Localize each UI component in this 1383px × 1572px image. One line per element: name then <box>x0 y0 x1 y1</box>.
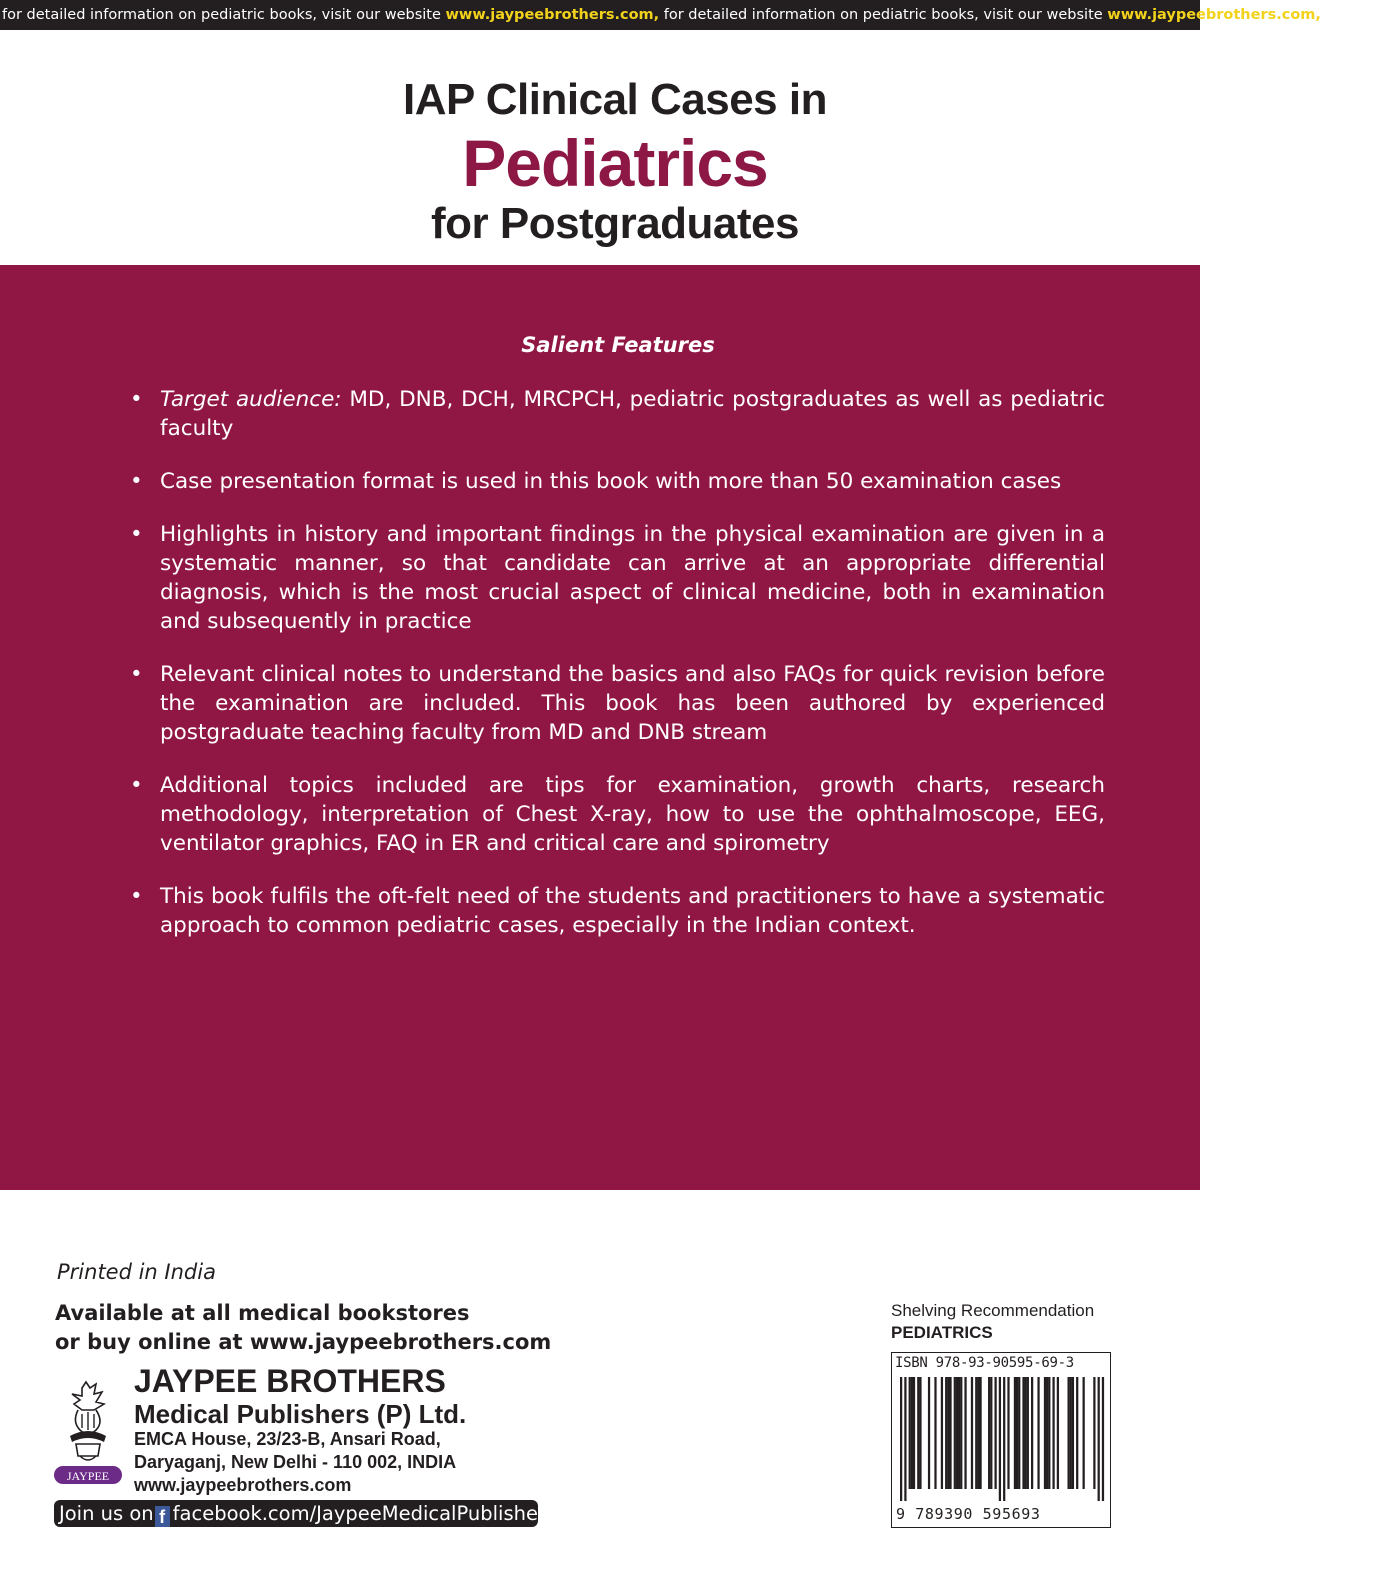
ticker-text-repeat: for detailed information on pediatric books, visit our website <box>659 7 1108 23</box>
barcode-bar <box>1057 1377 1059 1489</box>
book-title <box>0 70 1230 252</box>
barcode-bar <box>1093 1377 1095 1489</box>
facebook-banner[interactable] <box>54 1500 557 1527</box>
address-line-2: Daryaganj, New Delhi - 110 002, INDIA <box>134 1452 457 1472</box>
shelving-value: PEDIATRICS <box>891 1323 993 1342</box>
barcode-bar <box>947 1377 949 1489</box>
barcode-number: 9 789390 595693 <box>896 1505 1041 1523</box>
printed-in-text: Printed in India <box>57 1260 216 1284</box>
barcode-bar <box>945 1377 947 1489</box>
barcode-bar <box>1016 1377 1018 1489</box>
publisher-name: JAYPEE BROTHERS <box>134 1363 446 1399</box>
barcode-bar <box>1007 1377 1009 1489</box>
barcode-bar <box>949 1377 951 1489</box>
feature-item <box>130 385 1105 443</box>
feature-item <box>130 520 1105 636</box>
features-list <box>130 385 1105 964</box>
title-line-3: for Postgraduates <box>430 199 799 248</box>
barcode-bar <box>913 1377 915 1489</box>
barcode-bar <box>909 1377 911 1489</box>
barcode-bar <box>1044 1377 1046 1489</box>
barcode-bar <box>904 1377 906 1501</box>
feature-item <box>130 660 1105 747</box>
publisher-subtitle: Medical Publishers (P) Ltd. <box>134 1399 467 1429</box>
feature-text: Additional topics included are tips for examination, growth charts, research methodology, interpretation of Chest X-ray, how to use the ophthalmoscope, EEG, ventilator graphics, FAQ in ER and critical care and spirometry <box>160 773 1105 856</box>
barcode-bar <box>954 1377 956 1489</box>
ticker-website-link-repeat[interactable]: www.jaypeebrothers.com, <box>1107 7 1321 23</box>
barcode-bar <box>964 1377 966 1489</box>
shelving-recommendation <box>891 1300 1094 1344</box>
barcode-bar <box>934 1377 936 1489</box>
barcode-bar <box>917 1377 919 1489</box>
logo-text: JAYPEE <box>66 1469 110 1483</box>
barcode-bar <box>975 1377 977 1489</box>
barcode-bar <box>1083 1377 1085 1489</box>
barcode-bar <box>977 1377 979 1489</box>
barcode-bar <box>956 1377 958 1489</box>
features-panel <box>0 265 1200 1190</box>
feature-text: MD, DNB, DCH, MRCPCH, pediatric postgraduates as well as pediatric faculty <box>160 387 1105 441</box>
feature-lead: Target audience: <box>160 387 342 412</box>
website-ticker <box>0 0 1383 30</box>
barcode-bar <box>990 1377 992 1489</box>
jaypee-logo-icon <box>52 1380 124 1490</box>
barcode-bar <box>928 1377 930 1489</box>
barcode-bar <box>900 1377 902 1501</box>
barcode-bar <box>1102 1377 1104 1501</box>
feature-text: Highlights in history and important findings in the physical examination are given in a systematic manner, so that candidate can arrive at an appropriate differential diagnosis, which is the most crucial aspect of clinical medicine, both in examination and subsequently in practice <box>160 522 1105 634</box>
barcode-bar <box>1070 1377 1072 1489</box>
bullet-icon: • <box>130 469 143 494</box>
feature-item <box>130 882 1105 940</box>
bullet-icon: • <box>130 522 143 547</box>
barcode-bar <box>971 1377 973 1489</box>
feature-item <box>130 771 1105 858</box>
isbn-text: ISBN 978-93-90595-69-3 <box>895 1355 1074 1371</box>
barcode-bar <box>958 1377 960 1489</box>
barcode-bar <box>994 1377 996 1489</box>
publisher-website[interactable]: www.jaypeebrothers.com <box>134 1475 352 1495</box>
isbn-barcode <box>891 1352 1111 1528</box>
title-line-2: Pediatrics <box>462 126 768 200</box>
barcode-bar <box>999 1377 1001 1501</box>
address-line-1: EMCA House, 23/23-B, Ansari Road, <box>134 1429 441 1449</box>
barcode-bar <box>1003 1377 1005 1501</box>
title-line-1: IAP Clinical Cases in <box>403 75 827 124</box>
barcode-bar <box>1046 1377 1048 1489</box>
publisher-block <box>134 1362 466 1497</box>
barcode-bar <box>1014 1377 1016 1489</box>
ticker-text-tail: for deta <box>1320 7 1383 23</box>
ticker-text: for detailed information on pediatric books, visit our website <box>2 7 446 23</box>
feature-item <box>130 467 1105 496</box>
barcode-bar <box>1048 1377 1050 1489</box>
barcode-bar <box>1037 1377 1039 1489</box>
availability-text <box>55 1299 551 1357</box>
bullet-icon: • <box>130 773 143 798</box>
facebook-icon: f <box>155 1506 170 1527</box>
barcode-bar <box>1076 1377 1078 1489</box>
bullet-icon: • <box>130 662 143 687</box>
barcode-bar <box>1018 1377 1020 1489</box>
features-heading: Salient Features <box>521 333 715 357</box>
barcode-bar <box>988 1377 990 1489</box>
barcode-bar <box>919 1377 921 1489</box>
barcode-bar <box>911 1377 913 1489</box>
availability-line-2: or buy online at www.jaypeebrothers.com <box>55 1330 552 1354</box>
barcode-bar <box>1052 1377 1054 1489</box>
availability-line-1: Available at all medical bookstores <box>55 1301 470 1325</box>
barcode-bar <box>941 1377 943 1489</box>
barcode-bar <box>1072 1377 1074 1489</box>
feature-text: Relevant clinical notes to understand the basics and also FAQs for quick revision before the examination are included. This book has been authored by experienced postgraduate teaching faculty from MD and DNB stream <box>160 662 1105 745</box>
bullet-icon: • <box>130 884 143 909</box>
barcode-bar <box>960 1377 962 1489</box>
barcode-bar <box>979 1377 981 1489</box>
feature-text: This book fulfils the oft-felt need of the students and practitioners to have a systematic approach to common pediatric cases, especially in the Indian context. <box>160 884 1105 938</box>
barcode-bar <box>1031 1377 1033 1489</box>
barcode-bar <box>1022 1377 1024 1489</box>
shelving-label: Shelving Recommendation <box>891 1301 1095 1320</box>
feature-text: Case presentation format is used in this book with more than 50 examination cases <box>160 469 1062 494</box>
barcode-bar <box>1098 1377 1100 1501</box>
barcode-icon <box>900 1377 1104 1501</box>
facebook-url[interactable]: facebook.com/JaypeeMedicalPublishers <box>172 1502 557 1525</box>
barcode-bar <box>1027 1377 1029 1489</box>
facebook-prefix: Join us on <box>59 1502 154 1525</box>
ticker-website-link[interactable]: www.jaypeebrothers.com, <box>445 7 660 23</box>
barcode-bar <box>1025 1377 1027 1489</box>
barcode-bar <box>1067 1377 1069 1489</box>
bullet-icon: • <box>130 387 143 412</box>
